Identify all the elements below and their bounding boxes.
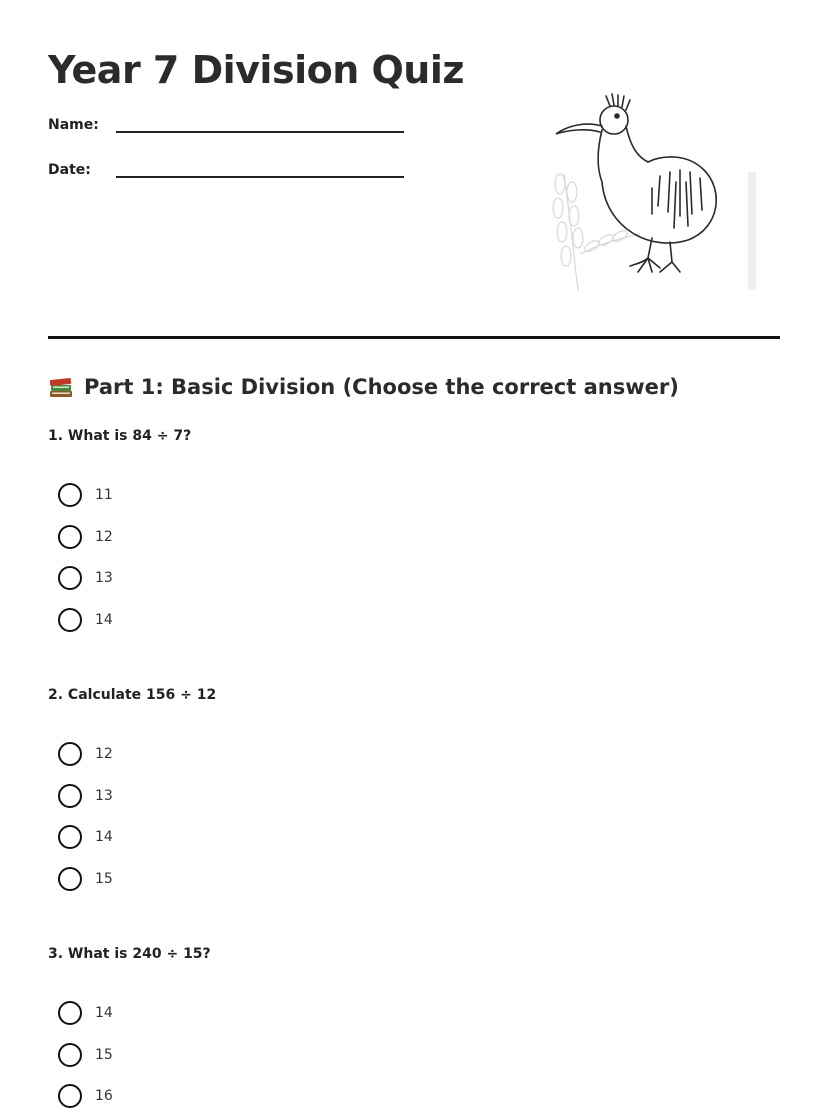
answer-option[interactable]: [58, 482, 113, 508]
answer-option[interactable]: [58, 866, 113, 892]
question-2: [48, 687, 217, 887]
radio-button[interactable]: [58, 608, 82, 632]
radio-button[interactable]: [58, 566, 82, 590]
option-label: 13: [95, 570, 113, 586]
option-label: 14: [95, 829, 113, 845]
answer-option[interactable]: [58, 824, 113, 850]
radio-button[interactable]: [58, 525, 82, 549]
section-heading: [48, 375, 679, 399]
page-title: Year 7 Division Quiz: [48, 48, 464, 92]
answer-option[interactable]: [58, 1042, 113, 1068]
answer-option[interactable]: [58, 565, 113, 591]
answer-option[interactable]: [58, 783, 113, 809]
date-input-line[interactable]: [116, 163, 404, 178]
radio-button[interactable]: [58, 483, 82, 507]
question-text: 1. What is 84 ÷ 7?: [48, 428, 192, 444]
radio-button[interactable]: [58, 867, 82, 891]
name-input-line[interactable]: [116, 118, 404, 133]
radio-button[interactable]: [58, 1001, 82, 1025]
option-label: 15: [95, 870, 113, 887]
option-label: 16: [95, 1088, 113, 1104]
name-field-row: [48, 117, 404, 133]
answer-option[interactable]: [58, 741, 113, 767]
date-field-row: [48, 162, 404, 178]
radio-button[interactable]: [58, 784, 82, 808]
option-label: 12: [95, 746, 113, 762]
option-label: 14: [95, 1005, 113, 1021]
kiwi-bird-icon: [540, 86, 780, 296]
radio-button[interactable]: [58, 1084, 82, 1108]
option-label: 14: [95, 611, 113, 628]
answer-option[interactable]: [58, 607, 113, 633]
option-label: 15: [95, 1046, 113, 1063]
radio-button[interactable]: [58, 1043, 82, 1067]
radio-button[interactable]: [58, 742, 82, 766]
radio-button[interactable]: [58, 825, 82, 849]
question-text: 3. What is 240 ÷ 15?: [48, 946, 211, 962]
answer-option[interactable]: [58, 524, 113, 550]
section-title: Part 1: Basic Division (Choose the correct answer): [84, 375, 679, 399]
section-divider: [48, 336, 780, 339]
name-label: Name:: [48, 117, 99, 133]
date-label: Date:: [48, 162, 91, 178]
question-text: 2. Calculate 156 ÷ 12: [48, 687, 217, 703]
option-label: 11: [95, 487, 113, 503]
question-3: [48, 946, 211, 1104]
answer-option[interactable]: [58, 1000, 113, 1026]
option-label: 12: [95, 528, 113, 545]
books-icon: [48, 375, 74, 399]
answer-option[interactable]: [58, 1083, 113, 1109]
question-1: [48, 428, 192, 628]
option-label: 13: [95, 787, 113, 804]
